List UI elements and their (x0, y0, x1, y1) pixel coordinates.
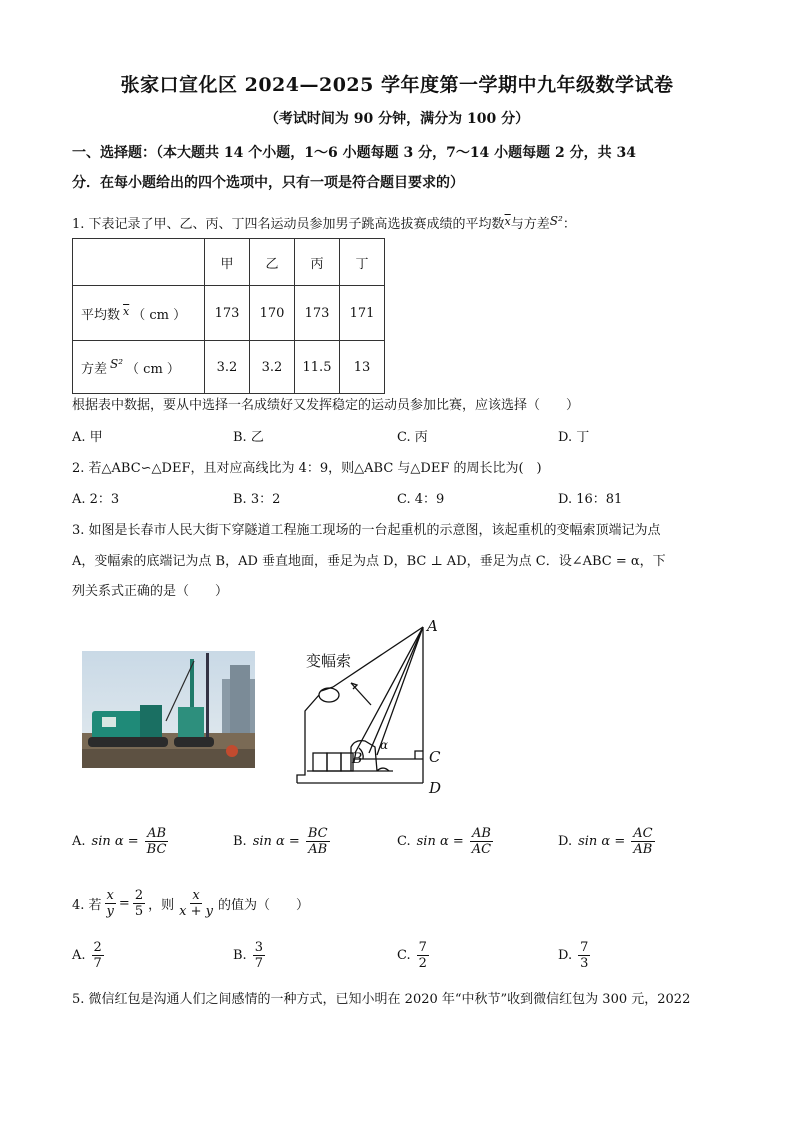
diagram-label-cable: 变幅索 (306, 652, 352, 670)
q2-option-a[interactable]: A. 2：3 (72, 492, 120, 507)
option-fraction (470, 826, 493, 857)
row-label-text: 方差 (81, 362, 108, 377)
option-expression: sin α = (416, 834, 464, 849)
q2-option-d[interactable]: D. 16：81 (558, 492, 623, 507)
q1-xbar-symbol: x (504, 215, 511, 228)
fraction-numerator: 7 (580, 940, 589, 955)
q3-option-d[interactable] (558, 826, 655, 857)
fraction-numerator: 2 (134, 888, 144, 903)
table-header-cell: 丙 (295, 239, 340, 286)
option-fraction (578, 940, 590, 971)
q1-stem (72, 213, 576, 232)
q1-question: 根据表中数据，要从中选择一名成绩好又发挥稳定的运动员参加比赛，应该选择（ ） (72, 398, 580, 413)
q4-stem-prefix: 4. 若 (72, 898, 102, 913)
q4-stem-mid: ，则 (148, 898, 175, 913)
option-fraction (631, 826, 654, 857)
table-header-row (73, 239, 385, 286)
q4-fraction-ratio (133, 888, 145, 919)
fraction-denominator: AB (633, 842, 653, 857)
option-expression: sin α = (578, 834, 626, 849)
fraction-numerator: x (192, 888, 200, 903)
fraction-numerator: BC (307, 826, 328, 841)
option-expression: sin α = (91, 834, 139, 849)
row-label-variance (73, 341, 205, 394)
q2-stem: 2. 若△ABC∽△DEF，且对应高线比为 4：9，则△ABC 与△DEF 的周长比为( ) (72, 461, 542, 476)
row-label-unit: （ cm ） (126, 362, 180, 377)
option-fraction (145, 826, 169, 857)
q3-line2: A，变幅索的底端记为点 B，AD 垂直地面，垂足为点 D，BC ⊥ AD，垂足为点 C．设∠ABC = α，下 (72, 554, 666, 569)
q1-option-a[interactable]: A. 甲 (72, 430, 103, 445)
fraction-denominator: 3 (580, 956, 589, 971)
option-fraction (92, 940, 104, 971)
option-letter: C. (397, 834, 411, 849)
fraction-numerator: AB (471, 826, 491, 841)
option-letter: B. (233, 948, 247, 963)
row-label-unit: （ cm ） (132, 307, 187, 323)
q1-option-b[interactable]: B. 乙 (233, 430, 264, 445)
option-fraction (253, 940, 265, 971)
q4-fraction-target (177, 888, 215, 919)
crane-photo (82, 651, 255, 768)
table-cell: 11.5 (295, 341, 340, 394)
fraction-denominator: 7 (93, 956, 102, 971)
q2-option-c[interactable]: C. 4：9 (397, 492, 445, 507)
q4-stem-suffix: 的值为（ ） (217, 898, 309, 913)
crane-diagram (293, 615, 453, 805)
q5-line1: 5. 微信红包是沟通人们之间感情的一种方式，已知小明在 2020 年“中秋节”收到微信红包为 300 元，2022 (72, 992, 691, 1007)
exam-subtitle: （考试时间为 90 分钟，满分为 100 分） (264, 111, 530, 127)
diagram-label-B: B (352, 751, 363, 767)
fraction-denominator: AB (308, 842, 328, 857)
q3-option-c[interactable] (397, 826, 493, 857)
q3-line1: 3. 如图是长春市人民大街下穿隧道工程施工现场的一台起重机的示意图，该起重机的变幅索顶端记为点 (72, 523, 661, 538)
q1-option-c[interactable]: C. 丙 (397, 430, 428, 445)
q1-stem-mid: 与方差 (510, 217, 550, 232)
table-header-cell: 甲 (205, 239, 250, 286)
fraction-denominator: y (106, 904, 114, 919)
option-letter: D. (558, 948, 573, 963)
table-cell: 3.2 (205, 341, 250, 394)
exam-title: 张家口宣化区 2024—2025 学年度第一学期中九年级数学试卷 (120, 74, 674, 96)
table-cell: 170 (250, 286, 295, 341)
table-cell: 173 (295, 286, 340, 341)
diagram-label-alpha: α (380, 738, 389, 752)
diagram-label-A: A (427, 617, 438, 635)
q1-variance-symbol: S² (549, 214, 563, 228)
fraction-numerator: 3 (254, 940, 263, 955)
fraction-numerator: AC (633, 826, 653, 841)
option-letter: A. (72, 834, 86, 849)
q1-stats-table (72, 238, 385, 394)
fraction-numerator: 7 (418, 940, 427, 955)
fraction-denominator: x + y (179, 904, 213, 919)
table-header-cell: 乙 (250, 239, 295, 286)
fraction-denominator: 7 (254, 956, 263, 971)
fraction-denominator: 5 (134, 904, 144, 919)
section-heading-line2: 分．在每小题给出的四个选项中，只有一项是符合题目要求的） (72, 175, 464, 191)
option-letter: C. (397, 948, 411, 963)
option-fraction (306, 826, 330, 857)
row-label-text: 平均数 (81, 307, 121, 323)
q4-option-c[interactable] (397, 940, 429, 971)
q4-equals: = (118, 896, 130, 911)
table-row (73, 286, 385, 341)
fraction-numerator: 2 (93, 940, 102, 955)
fraction-numerator: AB (147, 826, 167, 841)
table-cell: 13 (340, 341, 385, 394)
q1-option-d[interactable]: D. 丁 (558, 430, 590, 445)
table-cell: 173 (205, 286, 250, 341)
q3-option-b[interactable] (233, 826, 330, 857)
q4-option-b[interactable] (233, 940, 265, 971)
section-heading-line1: 一、选择题：（本大题共 14 个小题，1～6 小题每题 3 分，7～14 小题每题 2 分，共 34 (72, 145, 637, 161)
q4-option-a[interactable] (72, 940, 104, 971)
table-corner-cell (73, 239, 205, 286)
table-header-cell: 丁 (340, 239, 385, 286)
q4-stem (72, 888, 309, 919)
option-letter: D. (558, 834, 573, 849)
q3-line3: 列关系式正确的是（ ） (72, 584, 229, 599)
q3-option-a[interactable] (72, 826, 168, 857)
option-letter: B. (233, 834, 247, 849)
table-row (73, 341, 385, 394)
table-cell: 3.2 (250, 341, 295, 394)
fraction-denominator: BC (146, 842, 167, 857)
option-letter: A. (72, 948, 86, 963)
q1-stem-end: ： (562, 217, 576, 232)
option-expression: sin α = (252, 834, 300, 849)
diagram-label-D: D (429, 779, 442, 797)
q1-stem-text: 1. 下表记录了甲、乙、丙、丁四名运动员参加男子跳高选拔赛成绩的平均数 (72, 217, 505, 232)
q2-option-b[interactable]: B. 3：2 (233, 492, 281, 507)
diagram-label-C: C (429, 748, 441, 766)
fraction-numerator: x (106, 888, 114, 903)
q4-option-d[interactable] (558, 940, 590, 971)
fraction-denominator: 2 (418, 956, 427, 971)
table-cell: 171 (340, 286, 385, 341)
row-label-symbol: S² (110, 357, 124, 371)
row-label-mean (73, 286, 205, 341)
q4-fraction-xy (105, 888, 116, 919)
option-fraction (417, 940, 429, 971)
row-label-symbol: x (123, 304, 130, 318)
fraction-denominator: AC (471, 842, 492, 857)
